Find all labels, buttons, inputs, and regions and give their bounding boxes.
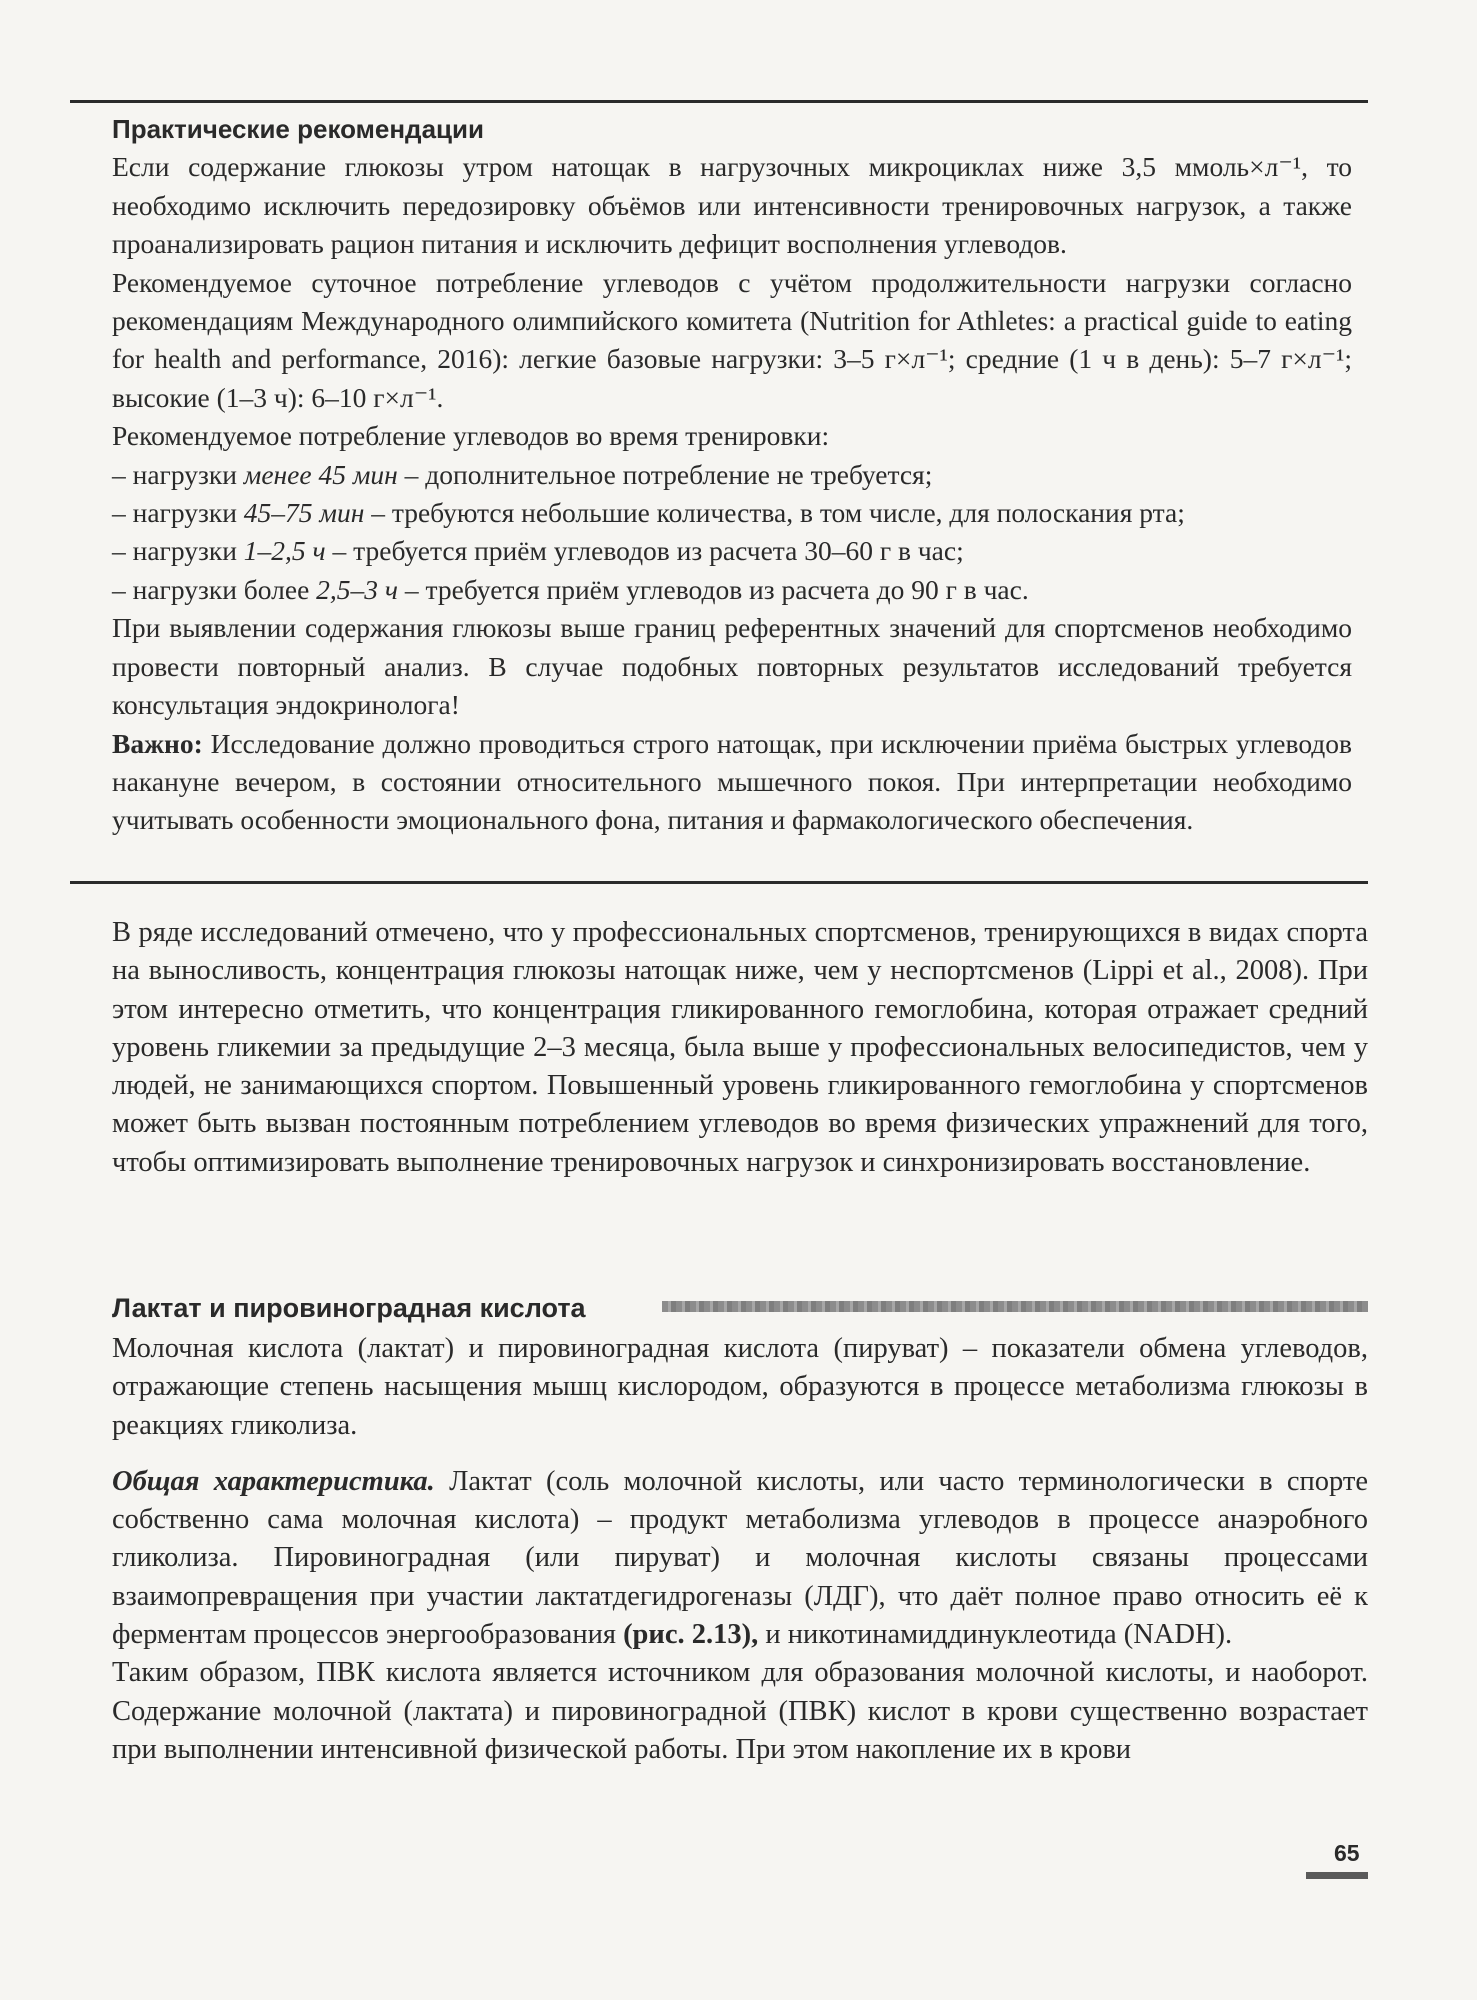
last-paragraph: Таким образом, ПВК кислота является источником для образования молочной кислоты, и наоборот. Содержание молочной (лактата) и пировиноградной (ПВК) кислот в крови существенно возрастает при выполнении интенсивной физической работы. При этом накопление их в крови xyxy=(112,1657,1368,1765)
box-paragraph: При выявлении содержания глюкозы выше границ референтных значений для спортсменов необходимо провести повторный анализ. В случае подобных повторных результатов исследований требуется консультация эндокринолога! xyxy=(112,612,1352,721)
important-note: Важно: Исследование должно проводиться строго натощак, при исключении приёма быстрых углеводов накануне вечером, в состоянии относительного мышечного покоя. При интерпретации необходимо учитывать особенности эмоционального фона, питания и фармакологического обеспечения. xyxy=(112,727,1352,836)
list-item: – нагрузки 45–75 мин – требуются небольшие количества, в том числе, для полоскания рта; xyxy=(112,497,1185,529)
section-body xyxy=(112,1330,1368,1769)
box-heading: Практические рекомендации xyxy=(112,114,484,144)
list-item: – нагрузки менее 45 мин – дополнительное потребление не требуется; xyxy=(112,458,933,490)
box-paragraph: Рекомендуемое суточное потребление углеводов с учётом продолжительности нагрузки согласно рекомендациям Международного олимпийского комитета (Nutrition for Athletes: a practical guide to eating for health and performance, 2016): легкие базовые нагрузки: 3–5 г×л⁻¹; средние (1 ч в день): 5–7 г×л⁻¹; высокие (1–3 ч): 6–10 г×л⁻¹. xyxy=(112,266,1352,413)
bottom-rule xyxy=(70,881,1368,884)
section-title-bar xyxy=(662,1301,1368,1312)
top-rule xyxy=(70,100,1368,103)
section-title: Лактат и пировиноградная кислота xyxy=(112,1293,586,1323)
paragraph-text: В ряде исследований отмечено, что у профессиональных спортсменов, тренирующихся в видах спорта на выносливость, концентрация глюкозы натощак ниже, чем у неспортсменов (Lippi et al., 2008). При этом интересно отметить, что концентрация гликированного гемоглобина, которая отражает средний уровень гликемии за предыдущие 2–3 месяца, была выше у профессиональных велосипедистов, чем у людей, не занимающихся спортом. Повышенный уровень гликированного гемоглобина у спортсменов может быть вызван постоянным потреблением углеводов во время физических упражнений для того, чтобы оптимизировать выполнение тренировочных нагрузок и синхронизировать восстановление. xyxy=(112,917,1368,1178)
list-item: – нагрузки более 2,5–3 ч – требуется приём углеводов из расчета до 90 г в час. xyxy=(112,573,1029,605)
section-intro: Молочная кислота (лактат) и пировиноградная кислота (пируват) – показатели обмена углеводов, отражающие степень насыщения мышц кислородом, образуются в процессе метаболизма глюкозы в реакциях гликолиза. xyxy=(112,1333,1368,1441)
body-paragraph xyxy=(112,914,1368,1182)
recommendations-box xyxy=(112,110,1352,840)
general-paragraph: Общая характеристика. Лактат (соль молочной кислоты, или часто терминологически в спорте собственно сама молочная кислота) – продукт метаболизма углеводов в процессе анаэробного гликолиза. Пировиноградная (или пируват) и молочная кислоты связаны процессами взаимопревращения при участии лактатдегидрогеназы (ЛДГ), что даёт полное право относить её к ферментам процессов энергообразования (рис. 2.13), и никотинамиддинуклеотида (NADH). xyxy=(112,1465,1368,1651)
box-paragraph: Рекомендуемое потребление углеводов во время тренировки: xyxy=(112,420,830,452)
box-paragraph: Если содержание глюкозы утром натощак в нагрузочных микроциклах ниже 3,5 ммоль×л⁻¹, то необходимо исключить передозировку объёмов или интенсивности тренировочных нагрузок, а также проанализировать рацион питания и исключить дефицит восполнения углеводов. xyxy=(112,151,1352,260)
page-number: 65 xyxy=(1334,1840,1360,1866)
list-item: – нагрузки 1–2,5 ч – требуется приём углеводов из расчета 30–60 г в час; xyxy=(112,535,964,567)
page-number-bar xyxy=(1306,1872,1368,1879)
